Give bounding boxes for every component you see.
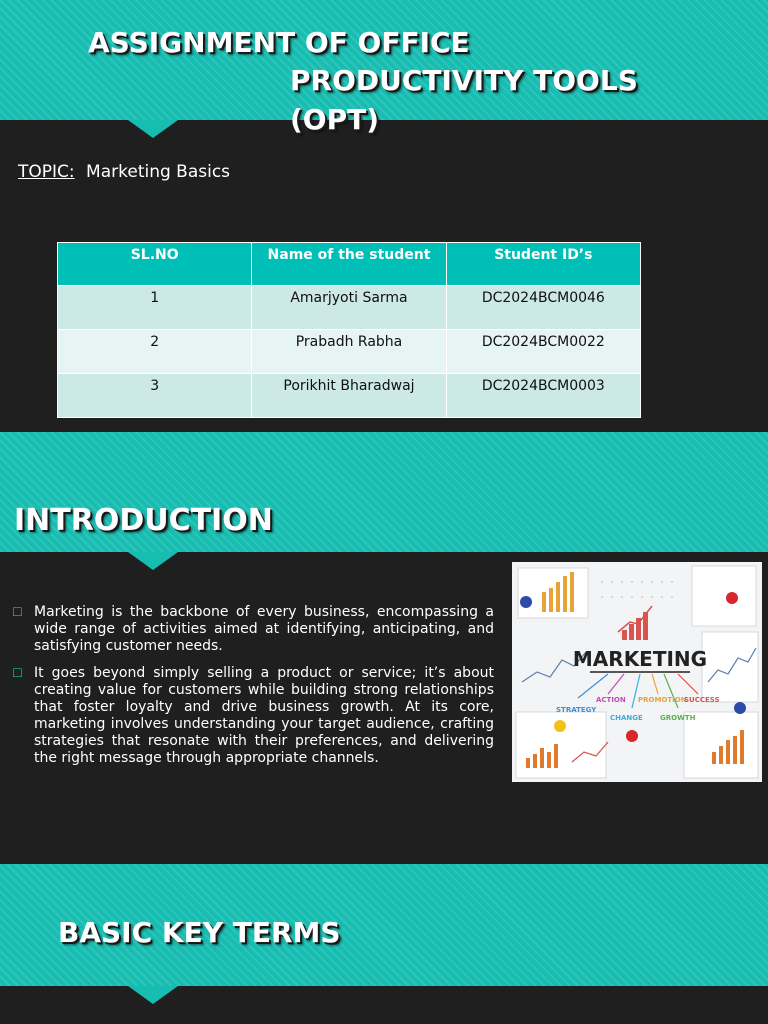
header-sl-no: SL.NO [58,243,252,286]
cell-sl-no: 1 [58,286,252,330]
cell-student-id: DC2024BCM0046 [446,286,640,330]
table-row [58,374,641,418]
table-header-row [58,243,641,286]
svg-text:MARKETING: MARKETING [572,647,708,671]
svg-text:GROWTH: GROWTH [660,714,696,722]
header-student-id: Student ID’s [446,243,640,286]
intro-band-notch [128,552,178,570]
bullet-icon: ☐ [12,666,23,680]
slide-title-line-3: (OPT) [290,103,380,136]
list-item [12,665,494,767]
marketing-image [512,562,762,782]
key-terms-band-notch [128,986,178,1004]
students-table [57,242,641,418]
topic-row [18,162,230,182]
cell-student-name: Porikhit Bharadwaj [252,374,446,418]
key-terms-title: BASIC KEY TERMS [58,916,341,949]
table-row [58,330,641,374]
slide-title-line-1: ASSIGNMENT OF OFFICE [88,26,470,59]
cell-sl-no: 2 [58,330,252,374]
header-student-name: Name of the student [252,243,446,286]
cell-student-id: DC2024BCM0003 [446,374,640,418]
svg-text:ACTION: ACTION [596,696,626,704]
bullet-text: Marketing is the backbone of every business, encompassing a wide range of activities aimed at identifying, anticipating, and satisfying customer needs. [34,604,494,654]
intro-title: INTRODUCTION [14,503,273,538]
table-row [58,286,641,330]
cell-sl-no: 3 [58,374,252,418]
topic-label: TOPIC: [18,162,75,182]
svg-text:SUCCESS: SUCCESS [684,696,720,704]
svg-text:PROMOTION: PROMOTION [638,696,687,704]
slide-title-line-2: PRODUCTIVITY TOOLS [290,64,638,97]
bullet-text: It goes beyond simply selling a product or service; it’s about creating value for customers while building strong relationships that foster loyalty and drive business growth. At its core, marketing involves understanding your target audience, crafting strategies that resonate with their preferences, and delivering the right message through appropriate channels. [34,665,494,766]
cell-student-name: Amarjyoti Sarma [252,286,446,330]
title-band [0,0,768,120]
cell-student-id: DC2024BCM0022 [446,330,640,374]
title-band-notch [128,120,178,138]
topic-value: Marketing Basics [86,162,231,182]
list-item [12,604,494,655]
bullet-icon: ☐ [12,605,23,619]
svg-text:STRATEGY: STRATEGY [556,706,597,714]
svg-text:CHANGE: CHANGE [610,714,643,722]
cell-student-name: Prabadh Rabha [252,330,446,374]
intro-bullets [12,604,494,777]
